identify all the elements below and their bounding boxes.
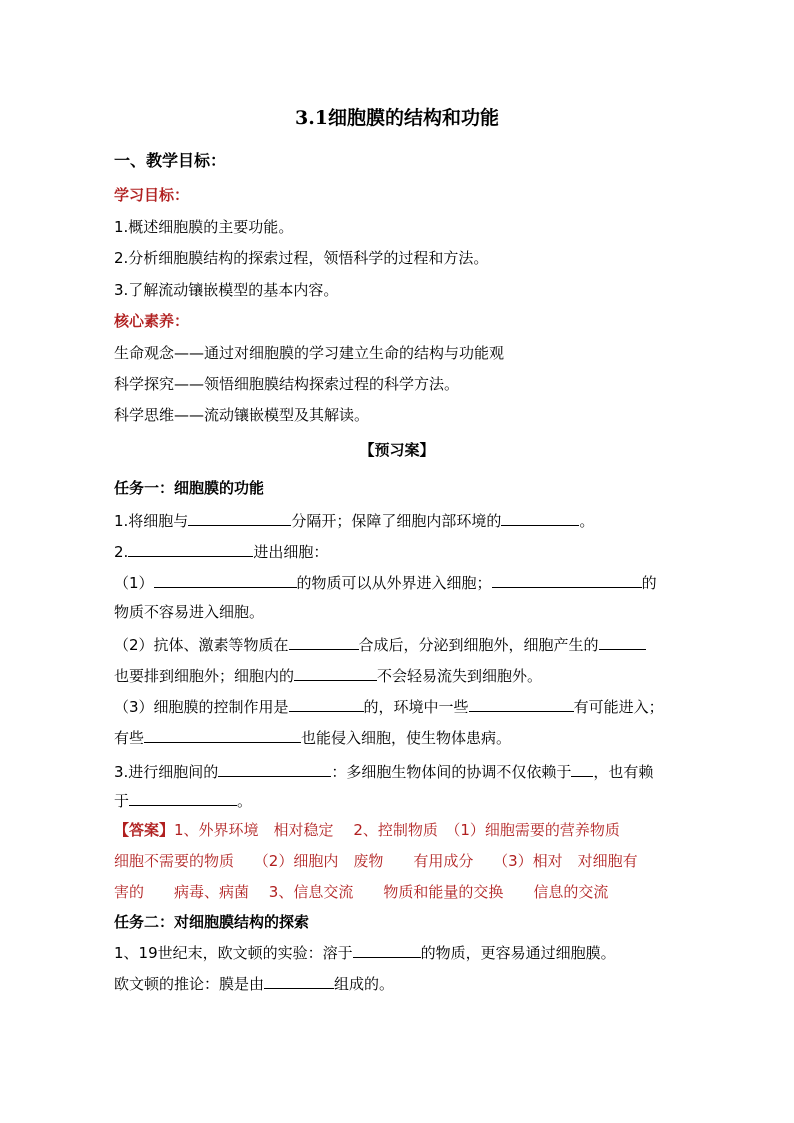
text-segment: 也要排到细胞外；细胞内的 — [114, 667, 295, 685]
fill-blank[interactable] — [599, 633, 646, 650]
text-segment: 组成的。 — [334, 975, 395, 993]
text-segment: 不会轻易流失到细胞外。 — [377, 667, 543, 685]
fill-blank[interactable] — [128, 540, 253, 557]
text-segment: 的物质可以从外界进入细胞； — [296, 574, 492, 592]
page-title: 3.1细胞膜的结构和功能 — [294, 107, 500, 129]
task1-title: 任务一：细胞膜的功能 — [114, 479, 265, 497]
text-segment: 的，环境中一些 — [363, 698, 469, 716]
text-segment: 1.将细胞与 — [114, 512, 189, 530]
fill-blank[interactable] — [289, 633, 359, 650]
fill-blank[interactable] — [501, 509, 579, 526]
task1-line-5 — [114, 633, 646, 655]
text-segment: 。 — [237, 792, 253, 810]
preview-heading: 【预习案】 — [359, 441, 435, 459]
task1-line-10 — [114, 789, 252, 811]
section-heading: 一、教学目标： — [114, 151, 227, 170]
fill-blank[interactable] — [129, 789, 237, 806]
text-segment: 的物质，更容易通过细胞膜。 — [420, 944, 616, 962]
text-segment: 也能侵入细胞，使生物体患病。 — [301, 729, 512, 747]
task2-title: 任务二：对细胞膜结构的探索 — [114, 913, 310, 931]
task1-line-9 — [114, 760, 653, 782]
answer-label: 【答案】 — [114, 821, 175, 839]
goal-item: 2.分析细胞膜结构的探索过程，领悟科学的过程和方法。 — [114, 249, 489, 267]
core-label: 核心素养： — [114, 312, 190, 330]
text-segment: 于 — [114, 792, 130, 810]
text-segment: 1、19世纪末，欧文顿的实验：溶于 — [114, 944, 353, 962]
task1-line-7 — [114, 695, 664, 717]
learning-goals-label: 学习目标： — [114, 186, 190, 204]
fill-blank[interactable] — [492, 571, 642, 588]
text-segment: ：多细胞生物体间的协调不仅依赖于 — [331, 763, 572, 781]
text-segment: （2）抗体、激素等物质在 — [114, 636, 289, 654]
goal-item: 3.了解流动镶嵌模型的基本内容。 — [114, 281, 339, 299]
fill-blank[interactable] — [264, 972, 334, 989]
fill-blank[interactable] — [294, 664, 377, 681]
text-segment: （3）细胞膜的控制作用是 — [114, 698, 289, 716]
core-item: 生命观念——通过对细胞膜的学习建立生命的结构与功能观 — [114, 344, 505, 362]
text-segment: 有可能进入； — [573, 698, 664, 716]
task1-line-6 — [114, 664, 542, 686]
answer-line-2: 细胞不需要的物质 （2）细胞内 废物 有用成分 （3）相对 对细胞有 — [114, 852, 638, 870]
task2-line-2 — [114, 972, 394, 994]
core-item: 科学探究——领悟细胞膜结构探索过程的科学方法。 — [114, 375, 460, 393]
text-segment: 有些 — [114, 729, 145, 747]
text-segment: 。 — [579, 512, 595, 530]
text-segment: 的 — [641, 574, 657, 592]
task1-line-4: 物质不容易进入细胞。 — [114, 603, 265, 621]
core-item: 科学思维——流动镶嵌模型及其解读。 — [114, 406, 370, 424]
fill-blank[interactable] — [144, 726, 301, 743]
text-segment: 3.进行细胞间的 — [114, 763, 219, 781]
fill-blank[interactable] — [188, 509, 291, 526]
task1-line-3 — [114, 571, 657, 593]
text-segment: （1） — [114, 574, 154, 592]
text-segment: ，也有赖 — [593, 763, 654, 781]
task1-line-8 — [114, 726, 511, 748]
answer-line-3: 害的 病毒、病菌 3、信息交流 物质和能量的交换 信息的交流 — [114, 883, 609, 901]
task1-line-1 — [114, 509, 594, 531]
fill-blank[interactable] — [469, 695, 574, 712]
text-segment: 合成后，分泌到细胞外，细胞产生的 — [358, 636, 599, 654]
fill-blank[interactable] — [571, 760, 593, 777]
fill-blank[interactable] — [289, 695, 364, 712]
text-segment: 2. — [114, 543, 129, 561]
fill-blank[interactable] — [353, 941, 421, 958]
text-segment: 分隔开；保障了细胞内部环境的 — [291, 512, 502, 530]
text-segment: 欧文顿的推论：膜是由 — [114, 975, 265, 993]
task1-line-2 — [114, 540, 328, 562]
fill-blank[interactable] — [154, 571, 297, 588]
answer-text: 1、外界环境 相对稳定 2、控制物质 （1）细胞需要的营养物质 — [174, 821, 620, 839]
fill-blank[interactable] — [218, 760, 331, 777]
text-segment: 进出细胞： — [253, 543, 329, 561]
task2-line-1 — [114, 941, 616, 963]
goal-item: 1.概述细胞膜的主要功能。 — [114, 218, 294, 236]
answer-line-1 — [114, 820, 620, 840]
